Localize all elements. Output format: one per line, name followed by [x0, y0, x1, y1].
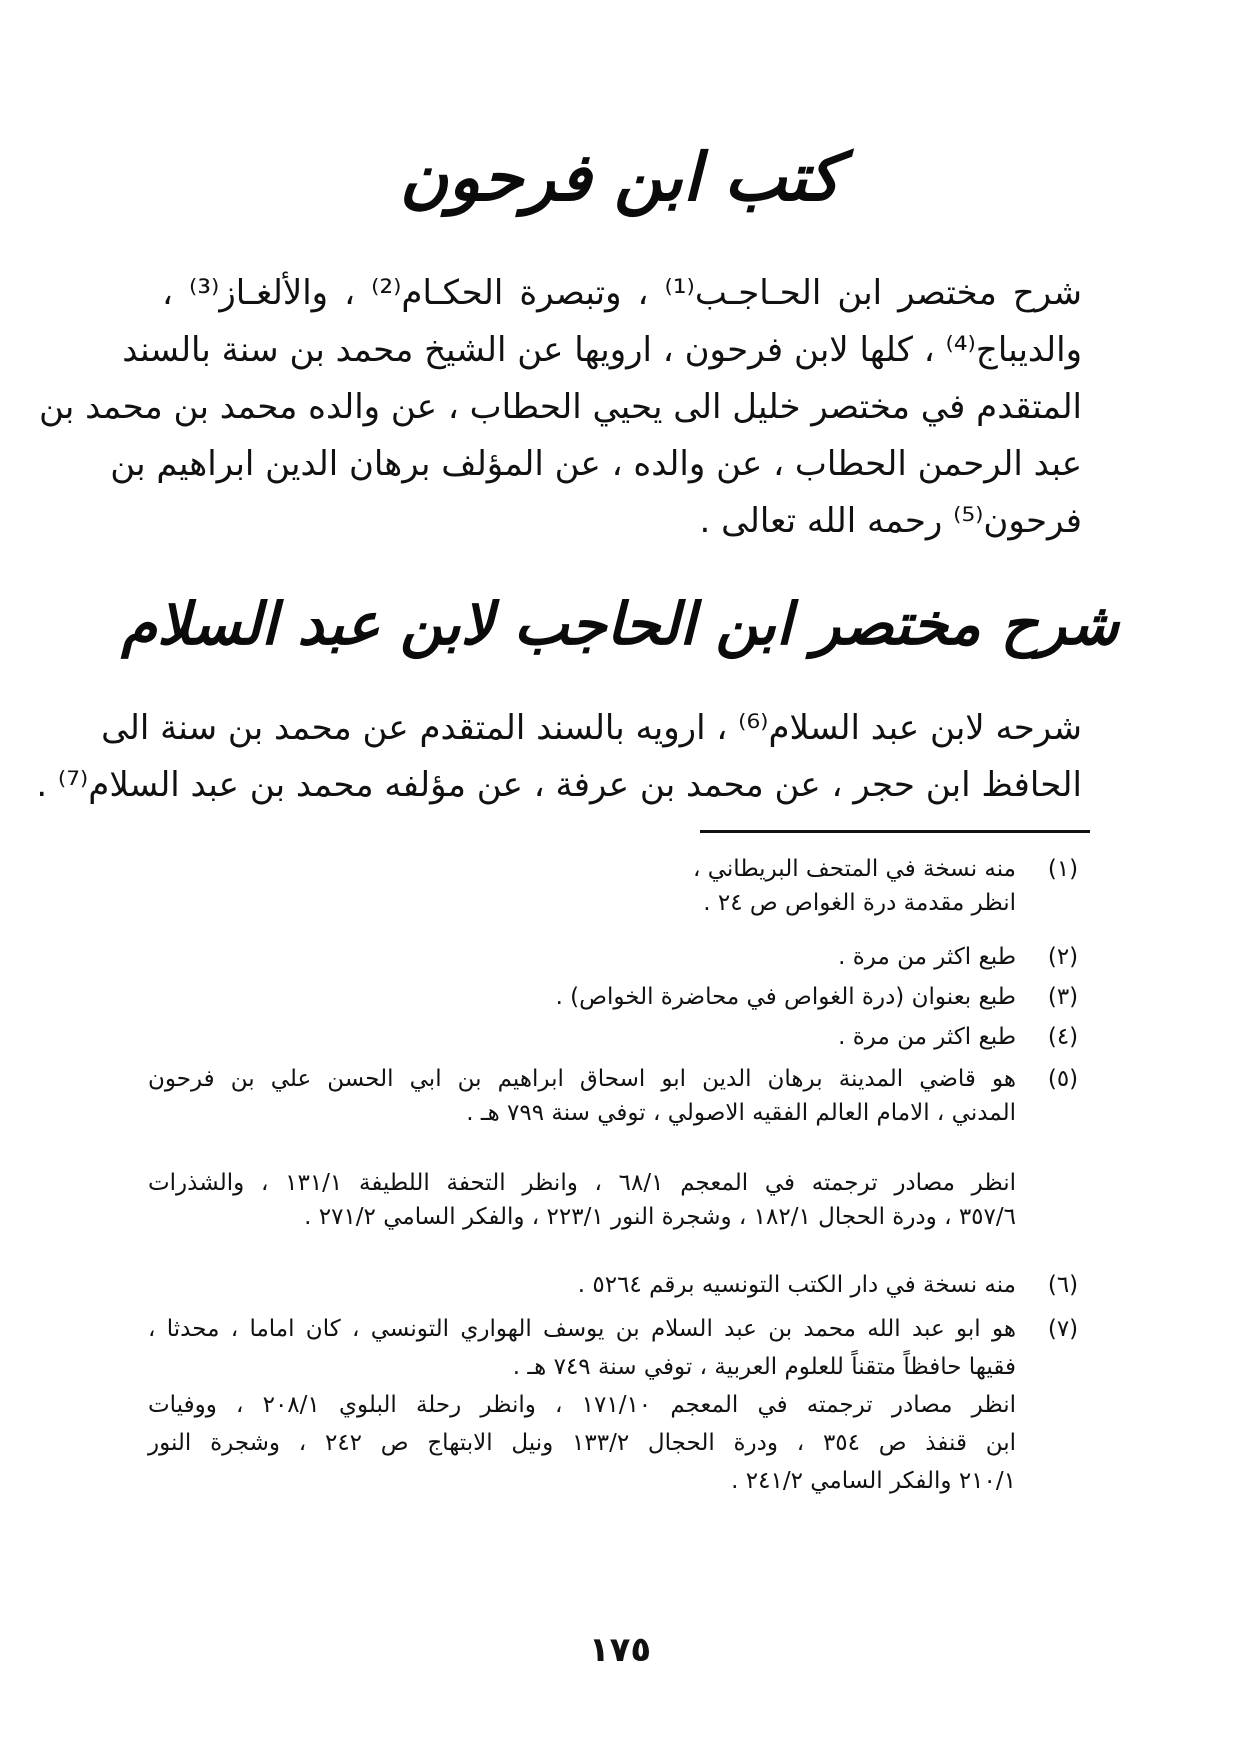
footnote-line: طبع اكثر من مرة .: [838, 1024, 1016, 1050]
footnote-number: (١): [1047, 856, 1079, 882]
footnote-2: [148, 940, 1088, 974]
footnote-4: [148, 1020, 1088, 1054]
footnote-line: فقيها حافظاً متقناً للعلوم العربية ، توفي سنة ٧٤٩ هـ .: [512, 1354, 1016, 1380]
paragraph-line: شرح مختصر ابن الحـاجـب⁽¹⁾ ، وتبصرة الحكـام⁽²⁾ ، والألغـاز⁽³⁾ ،: [162, 273, 1082, 313]
footnote-3: [148, 980, 1088, 1014]
footnote-line: انظر مصادر ترجمته في المعجم ١٧١/١٠ ، وانظر رحلة البلوي ٢٠٨/١ ، ووفيات: [148, 1392, 1017, 1418]
footnote-line: منه نسخة في دار الكتب التونسيه برقم ٥٢٦٤ .: [577, 1272, 1016, 1298]
footnote-1: [148, 852, 1088, 920]
footnote-line: هو قاضي المدينة برهان الدين ابو اسحاق ابراهيم بن ابي الحسن علي بن فرحون: [148, 1066, 1016, 1092]
footnote-line: ٢١٠/١ والفكر السامي ٢٤١/٢ .: [731, 1468, 1016, 1494]
footnote-line: انظر مصادر ترجمته في المعجم ٦٨/١ ، وانظر التحفة اللطيفة ١٣١/١ ، والشذرات: [148, 1170, 1017, 1196]
section-heading: شرح مختصر ابن الحاجب لابن عبد السلام: [121, 590, 1119, 658]
paragraph-line: فرحون⁽⁵⁾ رحمه الله تعالى .: [699, 501, 1082, 541]
paragraph-line: الحافظ ابن حجر ، عن محمد بن عرفة ، عن مؤلفه محمد بن عبد السلام⁽⁷⁾ .: [36, 765, 1082, 805]
page-number: ١٧٥: [588, 1630, 652, 1670]
footnote-number: (٦): [1047, 1272, 1079, 1298]
footnote-line: هو ابو عبد الله محمد بن عبد السلام بن يوسف الهواري التونسي ، كان اماما ، محدثا ،: [148, 1316, 1016, 1342]
footnote-5: [148, 1062, 1088, 1130]
footnote-line: المدني ، الامام العالم الفقيه الاصولي ، توفي سنة ٧٩٩ هـ .: [466, 1100, 1016, 1126]
footnote-line: ابن قنفذ ص ٣٥٤ ، ودرة الحجال ١٣٣/٢ ونيل الابتهاج ص ٢٤٢ ، وشجرة النور: [148, 1430, 1016, 1456]
footnote-number: (٢): [1047, 944, 1079, 970]
paragraph-ibn-abd-alsalam: [36, 700, 1082, 814]
footnote-line: ٣٥٧/٦ ، ودرة الحجال ١٨٢/١ ، وشجرة النور ٢٢٣/١ ، والفكر السامي ٢٧١/٢ .: [304, 1204, 1016, 1230]
paragraph-line: المتقدم في مختصر خليل الى يحيي الحطاب ، عن والده محمد بن محمد بن: [38, 387, 1082, 427]
footnote-7: [148, 1310, 1088, 1500]
footnote-line: طبع اكثر من مرة .: [838, 944, 1016, 970]
footnote-number: (٧): [1047, 1316, 1079, 1342]
paragraph-line: عبد الرحمن الحطاب ، عن والده ، عن المؤلف برهان الدين ابراهيم بن: [110, 444, 1082, 484]
footnote-number: (٣): [1047, 984, 1079, 1010]
footnote-5-sources: [148, 1166, 1088, 1234]
footnote-line: انظر مقدمة درة الغواص ص ٢٤ .: [703, 890, 1016, 916]
footnote-line: منه نسخة في المتحف البريطاني ،: [693, 856, 1016, 882]
footnote-number: (٥): [1047, 1066, 1079, 1092]
footnote-number: (٤): [1047, 1024, 1079, 1050]
main-heading: كتب ابن فرحون: [399, 138, 841, 216]
footnote-6: [148, 1268, 1088, 1302]
footnote-divider: [700, 830, 1090, 833]
paragraph-line: شرحه لابن عبد السلام⁽⁶⁾ ، ارويه بالسند المتقدم عن محمد بن سنة الى: [101, 708, 1082, 748]
paragraph-ibn-farhun-books: [38, 265, 1082, 550]
paragraph-line: والديباج⁽⁴⁾ ، كلها لابن فرحون ، ارويها عن الشيخ محمد بن سنة بالسند: [122, 330, 1082, 370]
footnote-line: طبع بعنوان (درة الغواص في محاضرة الخواص) .: [555, 984, 1016, 1010]
